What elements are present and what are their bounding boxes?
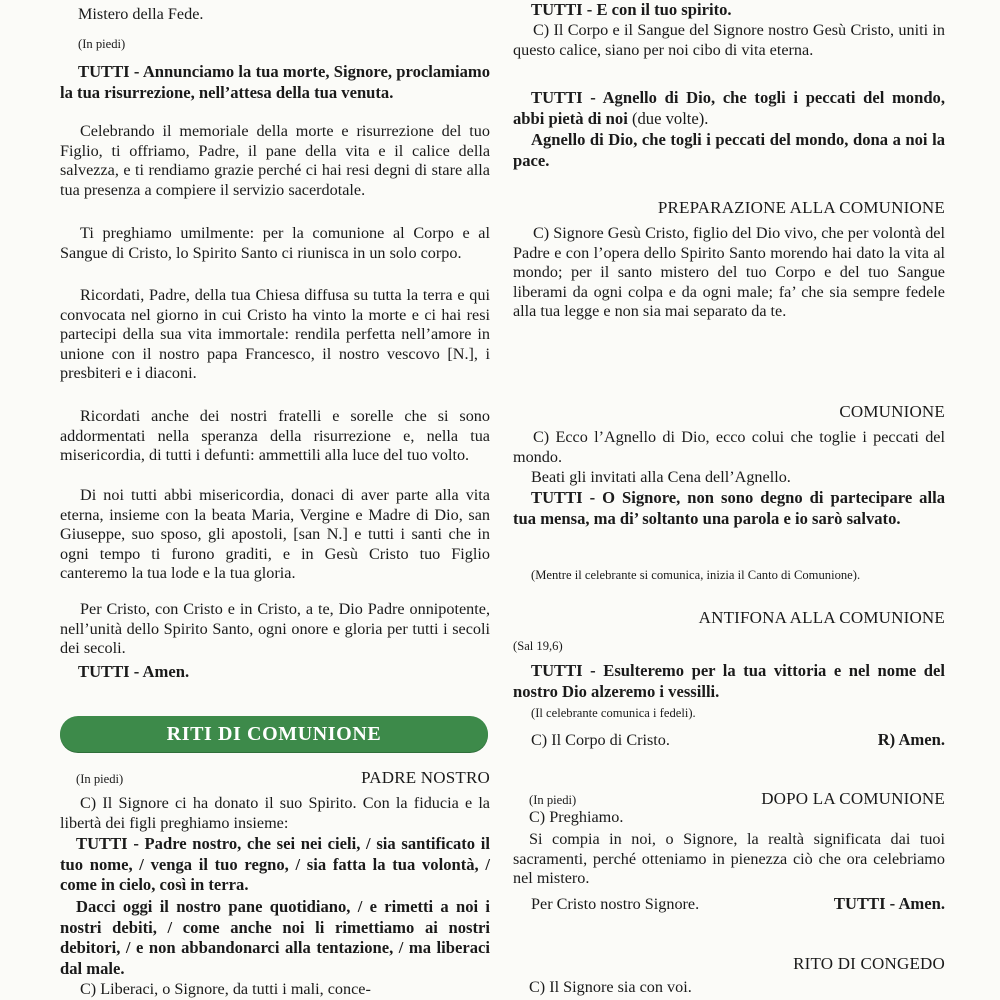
paragraph-liberaci: C) Liberaci, o Signore, da tutti i mali, conce-	[80, 980, 371, 998]
section-heading-preparazione: PREPARAZIONE ALLA COMUNIONE	[657, 198, 945, 217]
corpo-cristo-line: C) Il Corpo di Cristo.	[531, 731, 670, 749]
agnello-prayer-2: Agnello di Dio, che togli i peccati del mondo, dona a noi la pace.	[513, 130, 945, 170]
per-cristo-line: Per Cristo nostro Signore.	[531, 895, 700, 913]
section-heading-comunione: COMUNIONE	[839, 402, 945, 421]
r-amen: R) Amen.	[877, 730, 945, 749]
section-heading-padre-nostro: PADRE NOSTRO	[361, 768, 490, 787]
section-heading-congedo: RITO DI CONGEDO	[793, 954, 945, 973]
per-cristo-row	[531, 894, 945, 914]
section-banner	[60, 716, 488, 752]
esulteremo-prayer: TUTTI - Esulteremo per la tua vittoria e nel nome del nostro Dio alzeremo i vessilli.	[513, 661, 945, 701]
paragraph-noi-tutti: Di noi tutti abbi misericordia, donaci di aver parte alla vita eterna, insieme con la beata Maria, Vergine e Madre di Dio, san Giuseppe, suo sposo, gli apostoli, [san N.] e tutti i santi che in ogni tempo ti furono graditi, e in Gesù Cristo tuo Figlio canteremo la tua lode e la tua gloria.	[60, 486, 490, 583]
sal-reference: (Sal 19,6)	[513, 639, 563, 653]
c-signore: C) Il Signore sia con voi.	[529, 978, 692, 996]
dopo-header-row	[529, 788, 945, 809]
c-preghiamo: C) Preghiamo.	[529, 808, 624, 826]
corpo-cristo-row	[531, 730, 945, 750]
tutti-amen-2: TUTTI - Amen.	[833, 894, 945, 913]
in-piedi-note: (In piedi)	[78, 37, 126, 51]
in-piedi-note: (In piedi)	[76, 772, 124, 786]
paragraph-fratelli: Ricordati anche dei nostri fratelli e sorelle che si sono addormentati nella speranza della risurrezione e, nella tua misericordia, di tutti i defunti: ammettili alla luce del tuo volto.	[60, 407, 490, 465]
in-piedi-note: (In piedi)	[529, 793, 577, 807]
agnello-text: TUTTI - Agnello di Dio, che togli i peccati del mondo, abbi pietà di noi	[513, 88, 945, 128]
o-signore-prayer: TUTTI - O Signore, non sono degno di partecipare alla tua mensa, ma di’ soltanto una parola e io sarò salvato.	[513, 488, 945, 528]
response-e-con: TUTTI - E con il tuo spirito.	[531, 0, 732, 19]
padre-nostro-header-row	[76, 767, 490, 788]
paragraph-intro: C) Il Signore ci ha donato il suo Spirito. Con la fiducia e la libertà dei figli preghiamo insieme:	[60, 794, 490, 832]
comunica-note: (Il celebrante comunica i fedeli).	[531, 706, 696, 720]
banner-title: RITI DI COMUNIONE	[166, 722, 382, 745]
paragraph-celebrando: Celebrando il memoriale della morte e risurrezione del tuo Figlio, ti offriamo, Padre, il pane della vita e il calice della salvezza, e ti rendiamo grazie perché ci hai resi degni di stare alla tua presenza a compiere il servizio sacerdotale.	[60, 122, 490, 199]
paragraph-corpo-sangue: C) Il Corpo e il Sangue del Signore nostro Gesù Cristo, uniti in questo calice, siano per noi cibo di vita eterna.	[513, 21, 945, 59]
paragraph-preparazione: C) Signore Gesù Cristo, figlio del Dio vivo, che per volontà del Padre e con l’opera dello Spirito Santo morendo hai dato la vita al mondo; per il santo mistero del tuo Corpo e del tuo Sangue liberami da ogni colpa e da ogni male; fa’ che sia sempre fedele alla tua legge e non sia mai separato da te.	[513, 224, 945, 321]
mentre-note: (Mentre il celebrante si comunica, inizia il Canto di Comunione).	[531, 568, 861, 582]
paragraph-preghiamo: Ti preghiamo umilmente: per la comunione al Corpo e al Sangue di Cristo, lo Spirito Santo ci riunisca in un solo corpo.	[60, 224, 490, 262]
mistero-line: Mistero della Fede.	[78, 5, 204, 23]
paragraph-si-compia: Si compia in noi, o Signore, la realtà significata dai tuoi sacramenti, perché otteniamo in pienezza ciò che ora celebriamo nel mistero.	[513, 830, 945, 888]
paragraph-per-cristo: Per Cristo, con Cristo e in Cristo, a te, Dio Padre onnipotente, nell’unità dello Spirito Santo, ogni onore e gloria per tutti i secoli dei secoli.	[60, 600, 490, 658]
due-volte-note: (due volte).	[627, 108, 709, 128]
agnello-prayer-1	[513, 88, 945, 129]
acclamation: TUTTI - Annunciamo la tua morte, Signore, proclamiamo la tua risurrezione, nell’attesa della tua venuta.	[60, 62, 490, 102]
padre-nostro-prayer: TUTTI - Padre nostro, che sei nei cieli, / sia santificato il tuo nome, / venga il tuo regno, / sia fatta la tua volontà, / come in cielo, così in terra.	[60, 834, 490, 895]
tutti-amen: TUTTI - Amen.	[78, 662, 190, 681]
paragraph-ricordati: Ricordati, Padre, della tua Chiesa diffusa su tutta la terra e qui convocata nel giorno in cui Cristo ha vinto la morte e ci hai resi partecipi della sua vita immortale: rendila perfetta nell’amore in unione con il nostro papa Francesco, il nostro vescovo [N.], i presbiteri e i diaconi.	[60, 286, 490, 383]
dacci-prayer: Dacci oggi il nostro pane quotidiano, / e rimetti a noi i nostri debiti, / come anche noi li rimettiamo ai nostri debitori, / e non abbandonarci alla tentazione, / ma liberaci dal male.	[60, 897, 490, 978]
section-heading-antifona: ANTIFONA ALLA COMUNIONE	[698, 608, 945, 627]
paragraph-ecco: C) Ecco l’Agnello di Dio, ecco colui che toglie i peccati del mondo.	[513, 428, 945, 466]
section-heading-dopo: DOPO LA COMUNIONE	[761, 789, 945, 808]
beati-line: Beati gli invitati alla Cena dell’Agnello.	[531, 468, 791, 486]
